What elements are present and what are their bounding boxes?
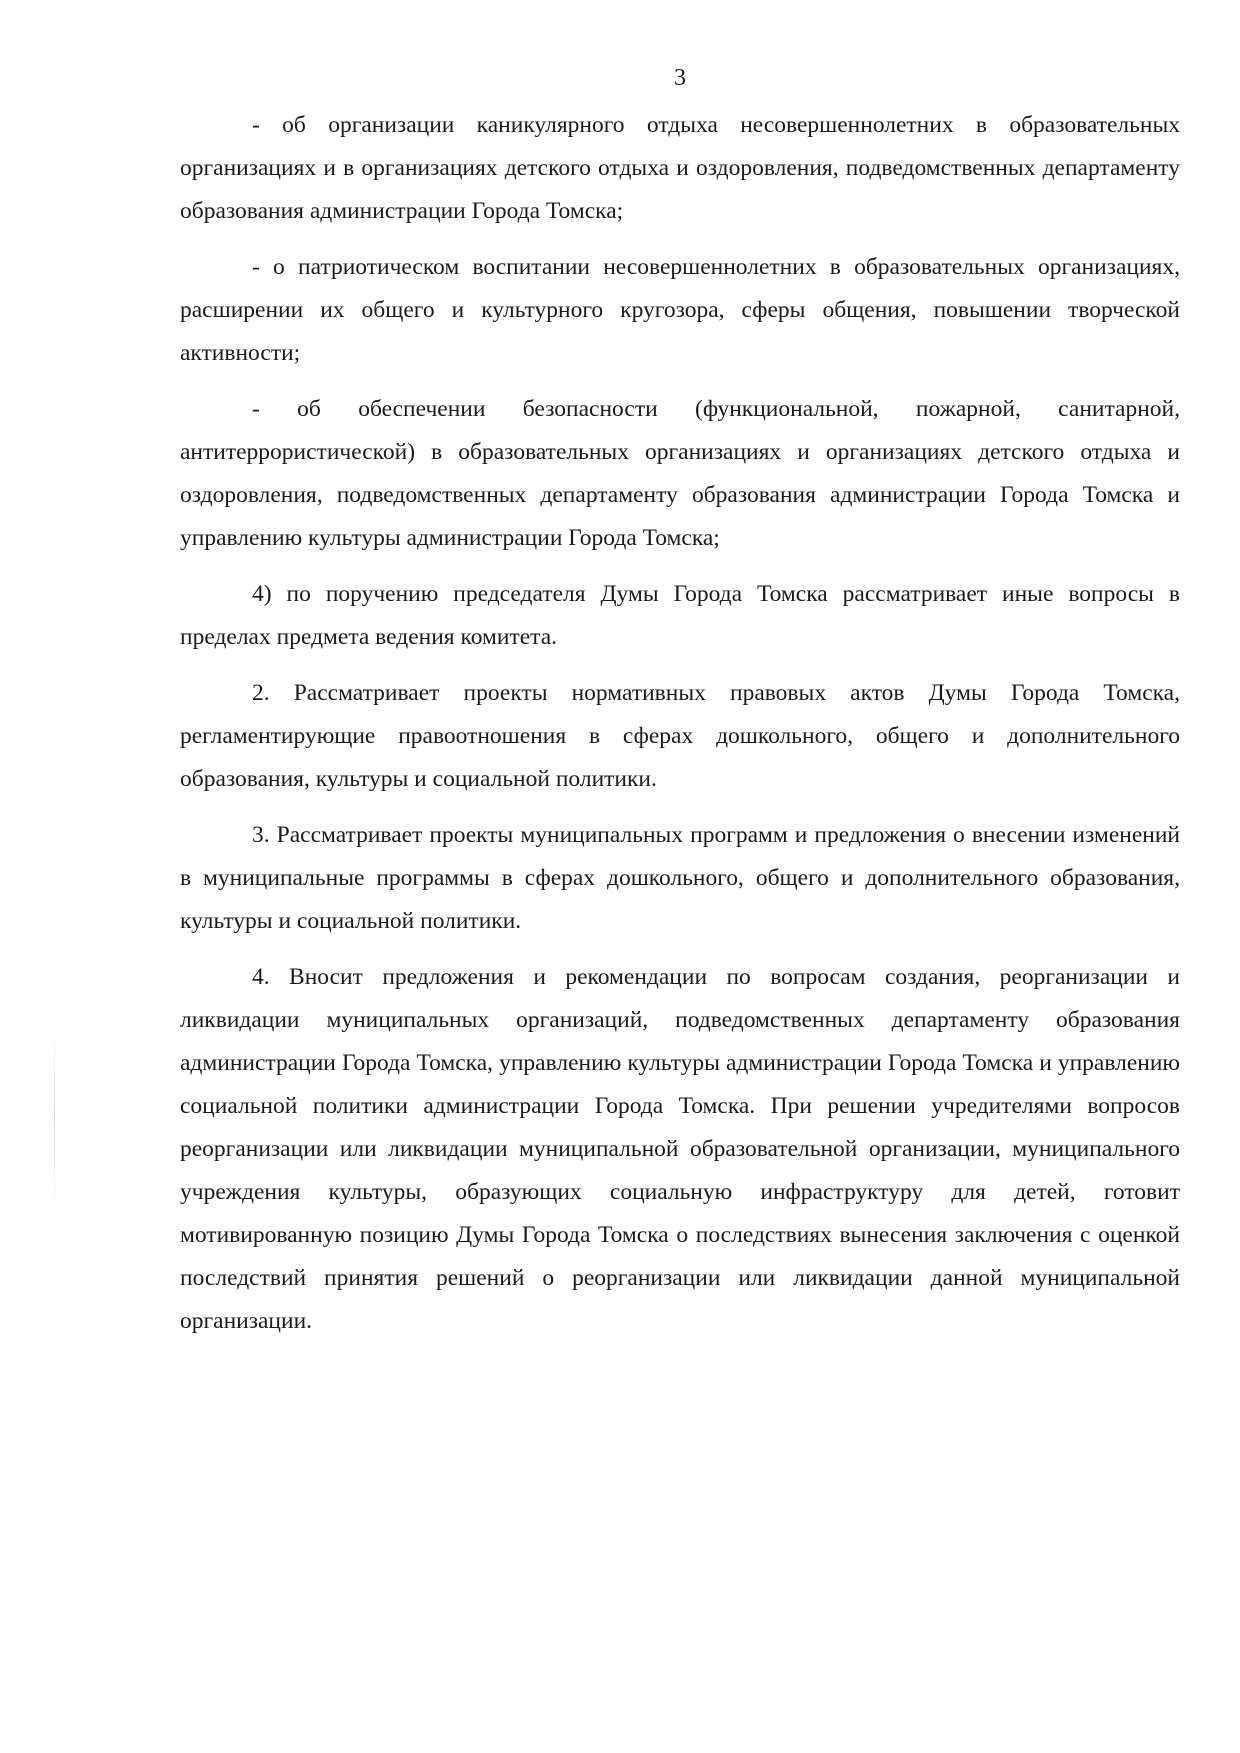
paragraph-other-issues: 4) по поручению председателя Думы Города Томска рассматривает иные вопросы в пределах предмета ведения комитета. (180, 581, 1180, 650)
scan-artifact (54, 1028, 55, 1208)
paragraph-vacation-rest: - об организации каникулярного отдыха несовершеннолетних в образовательных организациях и в организациях детского отдыха и оздоровления, подведомственных департаменту образования администрации Города Томска; (180, 112, 1180, 224)
page-number: 3 (674, 65, 686, 91)
paragraph-municipal-programs: 3. Рассматривает проекты муниципальных программ и предложения о внесении изменений в муниципальные программы в сферах дошкольного, общего и дополнительного образования, культуры и социальной политики. (180, 822, 1180, 934)
paragraph-legal-acts: 2. Рассматривает проекты нормативных правовых актов Думы Города Томска, регламентирующие правоотношения в сферах дошкольного, общего и дополнительного образования, культуры и социальной политики. (180, 680, 1180, 792)
paragraph-patriotic-education: - о патриотическом воспитании несовершеннолетних в образовательных организациях, расширении их общего и культурного кругозора, сферы общения, повышении творческой активности; (180, 254, 1180, 366)
paragraph-safety: - об обеспечении безопасности (функциональной, пожарной, санитарной, антитеррористической) в образовательных организациях и организациях детского отдыха и оздоровления, подведомственных департаменту образования администрации Города Томска и управлению культуры администрации Города Томска; (180, 396, 1180, 551)
document-body (180, 104, 1180, 1343)
paragraph-reorganization: 4. Вносит предложения и рекомендации по вопросам создания, реорганизации и ликвидации муниципальных организаций, подведомственных департаменту образования администрации Города Томска, управлению культуры администрации Города Томска и управлению социальной политики администрации Города Томска. При решении учредителями вопросов реорганизации или ликвидации муниципальной образовательной организации, муниципального учреждения культуры, образующих социальную инфраструктуру для детей, готовит мотивированную позицию Думы Города Томска о последствиях вынесения заключения с оценкой последствий принятия решений о реорганизации или ликвидации данной муниципальной организации. (180, 964, 1180, 1334)
